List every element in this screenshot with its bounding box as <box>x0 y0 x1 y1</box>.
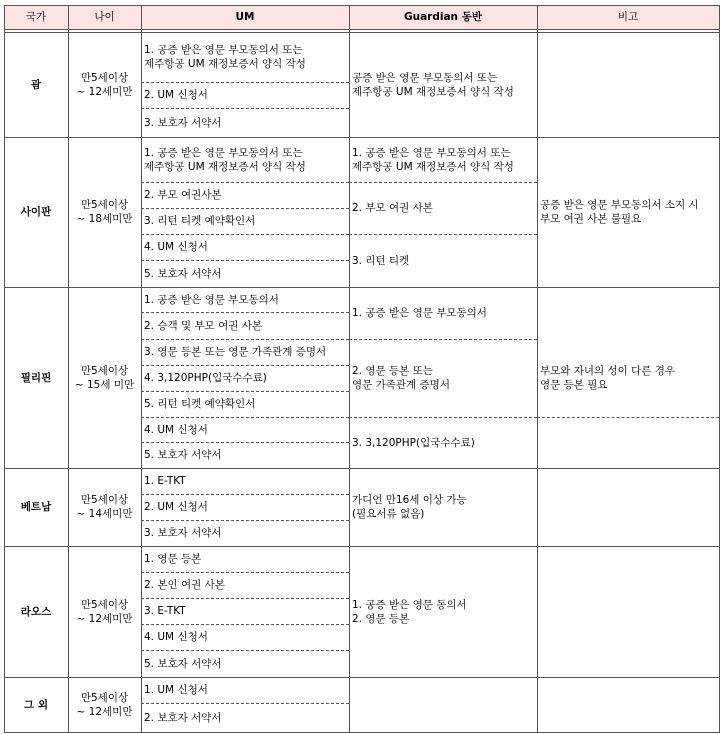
um-item: 5. 보호자 서약서 <box>144 657 222 670</box>
um-item: 2. 승객 및 부모 여권 사본 <box>144 319 262 332</box>
note-cell: 공증 받은 영문 부모동의서 소지 시 부모 여권 사본 불필요 <box>540 199 699 225</box>
note-cell <box>537 546 719 677</box>
um-item: 1. E-TKT <box>144 475 186 487</box>
header-age: 나이 <box>94 11 115 23</box>
um-item: 2. UM 신청서 <box>144 89 208 101</box>
age-cell: 만5세이상 ~ 12세미만 <box>76 691 133 718</box>
um-item: 2. UM 신청서 <box>144 501 208 513</box>
guardian-item <box>349 677 537 732</box>
note-cell <box>537 32 719 137</box>
country-cell: 라오스 <box>20 605 52 618</box>
age-cell: 만5세이상 ~ 12세미만 <box>76 71 133 98</box>
country-cell: 사이판 <box>20 206 52 218</box>
um-item: 3. 보호자 서약서 <box>144 116 222 129</box>
um-item: 2. 부모 여권사본 <box>144 189 222 201</box>
um-item: 1. 공증 받은 영문 부모동의서 또는 제주항공 UM 재정보증서 양식 작성 <box>144 146 306 173</box>
guardian-item: 1. 공증 받은 영문 부모동의서 <box>352 307 487 319</box>
guardian-item: 1. 공증 받은 영문 부모동의서 또는 제주항공 UM 재정보증서 양식 작성 <box>352 146 514 173</box>
um-item: 3. 리턴 티켓 예약확인서 <box>144 215 256 227</box>
um-item: 2. 본인 여권 사본 <box>144 579 225 591</box>
um-item: 4. UM 신청서 <box>144 241 208 253</box>
um-item: 4. 3,120PHP(입국수수료) <box>144 372 267 384</box>
guardian-item: 2. 부모 여권 사본 <box>352 202 433 214</box>
age-cell: 만5세이상 ~ 18세미만 <box>76 199 133 225</box>
header-um: UM <box>235 11 255 23</box>
um-item: 5. 보호자 서약서 <box>144 449 222 461</box>
note-cell: 부모와 자녀의 성이 다른 경우 영문 등본 필요 <box>540 364 676 391</box>
um-item: 4. UM 신청서 <box>144 423 208 436</box>
country-cell: 필리핀 <box>20 371 52 384</box>
um-item: 1. UM 신청서 <box>144 684 208 696</box>
guardian-item: 1. 공증 받은 영문 동의서 2. 영문 등본 <box>352 598 467 625</box>
grid-line <box>719 5 720 733</box>
guardian-item: 3. 리턴 티켓 <box>352 254 410 267</box>
guardian-item: 2. 영문 등본 또는 영문 가족관계 증명서 <box>352 365 450 391</box>
header-note: 비고 <box>617 11 639 23</box>
country-cell: 괌 <box>30 78 42 91</box>
um-item: 3. 보호자 서약서 <box>144 527 222 539</box>
header-country: 국가 <box>25 11 47 23</box>
grid-line <box>4 732 720 733</box>
um-item: 1. 공증 받은 영문 부모동의서 <box>144 293 279 306</box>
note-cell <box>537 677 719 732</box>
age-cell: 만5세이상 ~ 12세미만 <box>76 598 133 625</box>
country-cell: 그 외 <box>24 698 48 711</box>
um-item: 3. E-TKT <box>144 605 186 617</box>
guardian-item: 공증 받은 영문 부모동의서 또는 제주항공 UM 재정보증서 양식 작성 <box>352 71 514 98</box>
grid-line <box>4 29 720 30</box>
um-requirements-table <box>4 5 720 733</box>
guardian-item: 3. 3,120PHP(입국수수료) <box>352 436 475 449</box>
note-cell <box>537 468 719 546</box>
guardian-item: 가디언 만16세 이상 가능 (필요서류 없음) <box>352 494 467 520</box>
um-item: 1. 영문 등본 <box>144 553 202 565</box>
um-item: 2. 보호자 서약서 <box>144 711 222 724</box>
um-item: 4. UM 신청서 <box>144 631 208 643</box>
um-item: 1. 공증 받은 영문 부모동의서 또는 제주항공 UM 재정보증서 양식 작성 <box>144 44 306 70</box>
um-item: 5. 보호자 서약서 <box>144 267 222 280</box>
header-guardian: Guardian 동반 <box>404 11 482 23</box>
um-item: 3. 영문 등본 또는 영문 가족관계 증명서 <box>144 346 327 358</box>
country-cell: 베트남 <box>20 501 52 513</box>
um-item: 5. 리턴 티켓 예약확인서 <box>144 398 256 410</box>
age-cell: 만5세이상 ~ 15세 미만 <box>74 364 135 391</box>
age-cell: 만5세이상 ~ 14세미만 <box>76 494 133 520</box>
